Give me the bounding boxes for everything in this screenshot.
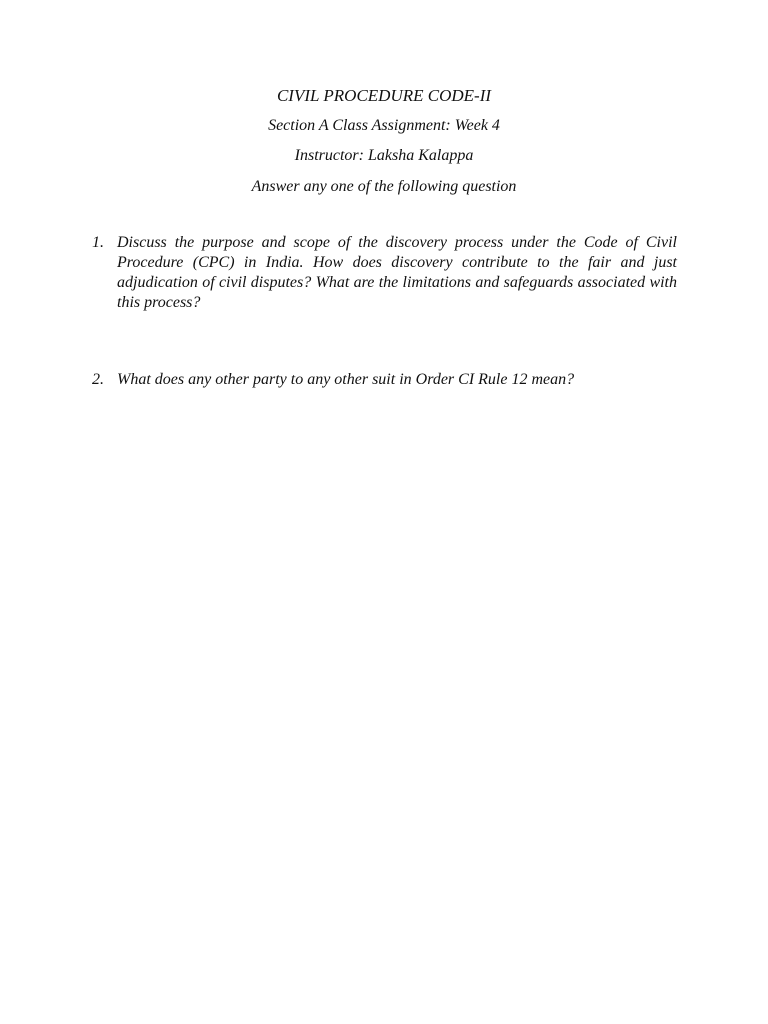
instruction-line: Answer any one of the following question (251, 178, 517, 195)
instructor-line: Instructor: Laksha Kalappa (294, 147, 474, 164)
document-title: CIVIL PROCEDURE CODE-II (276, 86, 492, 105)
question-text: What does any other party to any other suit in Order CI Rule 12 mean? (117, 371, 575, 388)
section-subtitle: Section A Class Assignment: Week 4 (268, 117, 500, 134)
question-item (92, 233, 677, 313)
question-number: 1. (92, 234, 104, 251)
question-text: Discuss the purpose and scope of the discovery process under the Code of Civil Procedure (CPC) in India. How does discovery contribute to the fair and just adjudication of civil disputes? What are the limitations and safeguards associated with this process? (117, 234, 677, 311)
question-number: 2. (92, 371, 104, 388)
question-item (92, 370, 677, 390)
